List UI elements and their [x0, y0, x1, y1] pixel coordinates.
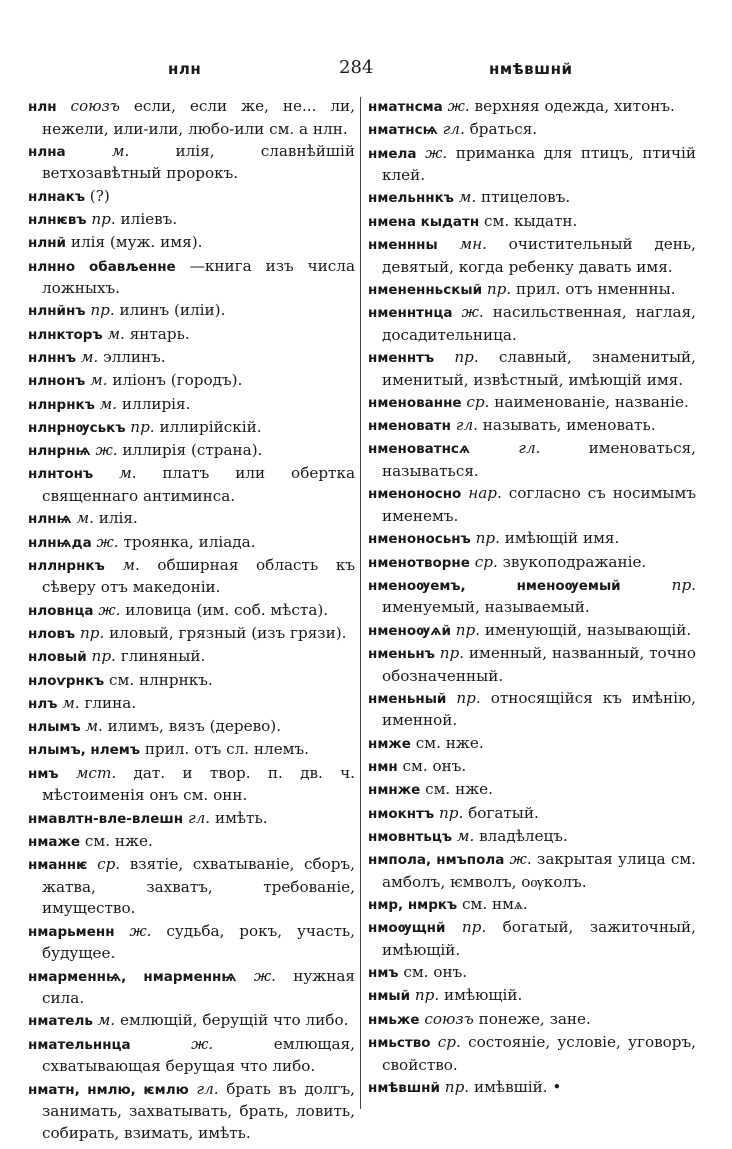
entry-headword: нмоѹщнй [368, 920, 446, 937]
dictionary-entry [368, 187, 696, 210]
entry-headword: нмарьменн [28, 923, 115, 940]
entry-headword: нлн [28, 99, 57, 115]
dictionary-entry [368, 620, 696, 643]
dictionary-entry [28, 232, 355, 255]
entry-headword: нлннъ [28, 350, 77, 367]
entry-grammar: гл. [518, 439, 541, 458]
entry-definition: если, если же, не... ли, нежели, или-или, любо-или см. а нлн. [42, 97, 355, 138]
entry-grammar: пр. [91, 210, 116, 229]
dictionary-entry [28, 394, 355, 417]
entry-definition: см. нмѧ. [462, 894, 528, 913]
dictionary-entry [28, 186, 355, 209]
dictionary-entry [368, 688, 696, 732]
page-header [0, 54, 732, 84]
entry-grammar: пр. [438, 803, 464, 822]
entry-headword: нлнйнъ [28, 303, 86, 320]
entry-grammar: гл. [442, 120, 465, 139]
entry-grammar: ж. [509, 850, 532, 869]
dictionary-entry [368, 575, 696, 619]
entry-headword: нматель [28, 1013, 93, 1030]
dictionary-entry [28, 347, 355, 370]
right-column [368, 96, 696, 1100]
entry-definition: см. кыдатн. [484, 211, 578, 230]
entry-headword: нлна [28, 143, 66, 160]
entry-definition: илія, славнѣйшій ветхозавѣтный пророкъ. [42, 141, 355, 183]
entry-definition: иллирія. [117, 394, 191, 413]
entry-definition: см. нлнрнкъ. [109, 670, 213, 689]
dictionary-entry [28, 921, 355, 965]
entry-definition: относящійся къ имѣнію, именной. [382, 688, 696, 730]
entry-headword: нмр, нмркъ [368, 896, 458, 913]
entry-grammar: мн. [459, 235, 487, 253]
entry-grammar: м. [80, 348, 99, 367]
entry-headword: нлъ [28, 695, 58, 712]
entry-headword: нмаже [28, 833, 81, 850]
dictionary-entry [28, 693, 355, 716]
entry-definition: браться. [464, 120, 538, 139]
entry-headword: нменованне [368, 394, 462, 411]
entry-headword: нлымъ [28, 719, 81, 736]
entry-grammar: пр. [444, 1077, 470, 1096]
entry-grammar: ж. [425, 143, 448, 162]
entry-definition: иллирійскій. [154, 417, 262, 436]
entry-definition: см. нже. [425, 780, 493, 799]
entry-definition: янтарь. [124, 324, 190, 343]
entry-headword: нмже [368, 735, 411, 752]
entry-definition: иліонъ (городъ). [107, 371, 243, 390]
entry-headword: нлнрнкъ [28, 396, 95, 413]
entry-definition: иліевъ. [115, 210, 178, 229]
entry-definition: илимъ, вязъ (дерево). [102, 717, 282, 736]
entry-headword: нлнй [28, 235, 67, 252]
entry-definition: см. онъ. [403, 963, 468, 982]
entry-headword: нлнно обављенне [28, 258, 176, 275]
entry-headword: нловнца [28, 602, 94, 619]
dictionary-entry [368, 302, 696, 346]
entry-grammar: нар. [468, 484, 502, 503]
entry-grammar: м. [97, 1011, 116, 1030]
entry-definition: закрытая улица см. амболъ, ѥмволъ, оѹколъ. [382, 850, 696, 891]
dictionary-entry [28, 463, 355, 507]
entry-headword: нмьже [368, 1011, 420, 1028]
entry-definition: илія. [93, 509, 138, 528]
entry-definition: имѣть. [210, 808, 268, 827]
dictionary-entry [368, 234, 696, 278]
entry-headword: нмательннца [28, 1036, 131, 1053]
dictionary-entry [28, 96, 355, 140]
entry-headword: нмнже [368, 782, 421, 799]
entry-definition: платъ или обертка священнаго антиминса. [42, 464, 356, 506]
entry-definition: дат. и твор. п. дв. ч. мѣстоименія онъ см. онн. [42, 763, 356, 805]
dictionary-entry [368, 528, 696, 551]
entry-definition: славный, знаменитый, именитый, извѣстный, имѣющій имя. [382, 348, 697, 389]
entry-definition: илія (муж. имя). [70, 233, 203, 252]
entry-definition: называть, именовать. [477, 416, 656, 435]
entry-grammar: пр. [439, 643, 465, 662]
entry-headword: нматнсѩ [368, 122, 438, 139]
entry-headword: нмененньскый [368, 281, 483, 298]
entry-definition: прил. отъ нменнны. [511, 279, 676, 298]
dictionary-entry [368, 392, 696, 415]
entry-grammar: пр. [671, 575, 697, 594]
dictionary-entry [368, 643, 696, 687]
entry-definition: именоваться, называться. [382, 439, 696, 481]
entry-grammar: пр. [414, 986, 440, 1005]
entry-headword: нмокнтъ [368, 805, 435, 822]
entry-headword: нменнтъ [368, 350, 435, 367]
entry-headword: нлнѩда [28, 534, 92, 551]
entry-definition: иллирія (страна). [117, 441, 263, 460]
dictionary-entry [368, 119, 696, 142]
entry-definition: наименованіе, названіе. [489, 392, 689, 411]
dictionary-entry [28, 854, 355, 920]
entry-grammar: пр. [455, 620, 481, 639]
dictionary-entry [28, 831, 355, 854]
entry-headword: нмѣвшнй [368, 1079, 440, 1096]
entry-headword: нмьство [368, 1034, 431, 1051]
entry-grammar: гл. [196, 1079, 219, 1098]
entry-grammar: союзъ [70, 97, 120, 115]
dictionary-entry [28, 808, 355, 831]
entry-definition: звукоподражаніе. [497, 552, 647, 571]
dictionary-entry [28, 763, 355, 807]
dictionary-entry [368, 552, 696, 575]
entry-definition: см. онъ. [402, 756, 467, 775]
entry-headword: нменнтнца [368, 305, 453, 322]
dictionary-entry [368, 483, 696, 527]
entry-definition: обширная область къ сѣверу отъ македоніи. [42, 555, 355, 597]
header-left-word: нлн [168, 60, 202, 78]
entry-headword: нмпола, нмъпола [368, 852, 505, 869]
entry-grammar: м. [62, 693, 80, 712]
entry-grammar: ж. [253, 966, 276, 985]
entry-definition: насильственная, наглая, досадительница. [382, 303, 696, 344]
entry-definition: имѣвшій. • [469, 1077, 562, 1096]
entry-grammar: ср. [97, 855, 121, 874]
dictionary-entry [28, 141, 355, 185]
dictionary-entry [368, 143, 696, 187]
entry-headword: нловъ [28, 626, 76, 643]
dictionary-entry [368, 1032, 696, 1076]
entry-grammar: м. [107, 324, 125, 343]
entry-definition: эллинъ. [98, 348, 166, 367]
entry-definition: именуемый, называемый. [382, 598, 590, 617]
entry-headword: нловый [28, 649, 87, 666]
entry-definition: понеже, зане. [473, 1009, 591, 1028]
entry-definition: иловый, грязный (изъ грязи). [104, 624, 347, 643]
entry-headword: нматнсма [368, 99, 443, 115]
entry-definition: прил. отъ сл. нлемъ. [144, 740, 309, 759]
entry-headword: нлнѥвъ [28, 212, 87, 229]
entry-headword: нллнрнкъ [28, 557, 105, 574]
dictionary-entry [28, 646, 355, 669]
entry-grammar: м. [456, 826, 475, 845]
entry-headword: нматн, нмлю, ѥмлю [28, 1081, 189, 1098]
entry-grammar: пр. [461, 918, 487, 937]
dictionary-entry [28, 966, 355, 1010]
entry-grammar: пр. [454, 348, 479, 367]
entry-headword: нлнтонъ [28, 466, 94, 483]
dictionary-entry [368, 985, 696, 1008]
dictionary-entry [368, 962, 696, 985]
entry-headword: нменнны [368, 237, 438, 253]
entry-definition: иловица (им. соб. мѣста). [120, 600, 329, 619]
entry-definition: брать въ долгъ, занимать, захватывать, брать, ловить, собирать, взимать, имѣть. [42, 1079, 355, 1142]
entry-grammar: гл. [187, 808, 211, 827]
entry-headword: нменоносно [368, 486, 462, 503]
entry-grammar: пр. [456, 688, 481, 707]
entry-definition: птицеловъ. [476, 188, 571, 207]
entry-headword: нлнѩ [28, 511, 72, 528]
dictionary-entry [28, 1079, 355, 1145]
entry-grammar: союзъ [424, 1009, 474, 1028]
entry-headword: нмн [368, 758, 398, 775]
dictionary-entry [368, 96, 696, 119]
dictionary-entry [368, 894, 696, 917]
entry-grammar: м. [99, 394, 118, 413]
entry-grammar: м. [76, 509, 94, 528]
dictionary-entry [28, 670, 355, 693]
entry-definition: очистительный день, девятый, когда ребенку давать имя. [382, 235, 696, 276]
dictionary-entry [368, 347, 696, 391]
entry-grammar: м. [458, 188, 477, 207]
entry-definition: именный, названный, точно обозначенный. [382, 643, 696, 685]
entry-grammar: пр. [130, 417, 155, 436]
dictionary-entry [28, 324, 355, 347]
entry-headword: нлнкторъ [28, 326, 103, 343]
entry-definition: владѣлецъ. [474, 826, 568, 845]
entry-grammar: ср. [437, 1032, 461, 1051]
entry-definition: судьба, рокъ, участь, будущее. [42, 921, 355, 963]
entry-definition: богатый. [463, 803, 539, 822]
entry-headword: нменоватн [368, 418, 451, 435]
entry-headword: нманнѥ [28, 857, 88, 874]
entry-definition: см. нже. [84, 831, 153, 850]
entry-definition: богатый, зажиточный, имѣющій. [382, 918, 697, 959]
entry-definition: емлющая, схватывающая берущая что либо. [42, 1034, 355, 1076]
entry-headword: нменотворне [368, 554, 470, 571]
entry-headword: нлоѵрнкъ [28, 672, 105, 689]
dictionary-entry [28, 417, 355, 440]
entry-grammar: ж. [129, 921, 152, 940]
dictionary-entry [28, 209, 355, 232]
entry-grammar: пр. [80, 624, 105, 643]
entry-grammar: пр. [475, 529, 500, 548]
entry-headword: нменоносьнъ [368, 531, 471, 548]
entry-definition: (?) [89, 186, 110, 205]
dictionary-entry [368, 1009, 696, 1032]
dictionary-entry [28, 555, 355, 599]
dictionary-entry [368, 733, 696, 756]
entry-headword: нменоѹѧй [368, 622, 451, 639]
entry-definition: нужная сила. [42, 966, 356, 1008]
entry-headword: нмельннкъ [368, 190, 454, 207]
header-right-word: нмѣвшнй [489, 60, 573, 78]
entry-headword: нлнакъ [28, 188, 85, 205]
dictionary-entry [28, 1010, 355, 1033]
page-number: 284 [339, 57, 374, 78]
entry-headword: нменьный [368, 690, 447, 707]
dictionary-entry [368, 803, 696, 826]
dictionary-entry [28, 508, 355, 531]
dictionary-entry [368, 849, 696, 893]
entry-grammar: м. [119, 464, 137, 483]
dictionary-entry [368, 1077, 696, 1100]
entry-grammar: ж. [96, 532, 119, 551]
entry-headword: нмела [368, 145, 417, 162]
entry-grammar: ж. [447, 97, 470, 115]
entry-headword: нмъ [28, 765, 59, 782]
entry-headword: нмарменнѩ, нмарменнѩ [28, 968, 237, 985]
entry-headword: нмъ [368, 965, 399, 982]
entry-definition: верхняя одежда, хитонъ. [469, 97, 675, 115]
dictionary-entry [28, 623, 355, 646]
entry-grammar: ср. [474, 552, 498, 571]
column-divider [360, 97, 361, 1109]
entry-definition: согласно съ носимымъ именемъ. [382, 484, 696, 525]
entry-definition: см. нже. [415, 733, 484, 752]
entry-grammar: пр. [90, 301, 115, 320]
left-column [28, 96, 355, 1145]
entry-definition: глиняный. [115, 647, 206, 666]
entry-headword: нмовнтьцъ [368, 828, 453, 845]
entry-headword: нлнонъ [28, 373, 86, 390]
entry-grammar: пр. [486, 279, 512, 298]
entry-grammar: м. [90, 371, 108, 390]
entry-definition: именующій, называющій. [480, 620, 692, 639]
entry-definition: —книга изъ числа ложныхъ. [42, 256, 356, 298]
entry-grammar: ж. [461, 303, 484, 322]
entry-headword: нмавлтн-вле-влешн [28, 810, 184, 827]
dictionary-entry [368, 779, 696, 802]
entry-headword: нменоѹемъ, нменоѹемый [368, 577, 621, 594]
dictionary-entry [28, 1034, 355, 1078]
entry-grammar: ж. [95, 441, 118, 460]
entry-definition: имѣющій имя. [499, 529, 620, 548]
entry-headword: нмый [368, 988, 411, 1005]
entry-headword: нлнрнѩ [28, 443, 91, 460]
dictionary-entry [28, 532, 355, 555]
entry-grammar: пр. [91, 647, 116, 666]
entry-grammar: м. [111, 141, 130, 160]
entry-definition: состояніе, условіе, уговоръ, свойство. [382, 1032, 696, 1074]
entry-grammar: м. [122, 555, 140, 574]
dictionary-entry [368, 211, 696, 234]
dictionary-entry [368, 756, 696, 779]
dictionary-entry [368, 279, 696, 302]
dictionary-entry [368, 415, 696, 438]
entry-definition: илинъ (иліи). [114, 301, 226, 320]
entry-grammar: ж. [98, 600, 121, 619]
dictionary-entry [28, 739, 355, 762]
entry-definition: приманка для птицъ, птичій клей. [382, 143, 696, 185]
entry-grammar: ж. [191, 1034, 214, 1053]
entry-headword: нмена кыдатн [368, 213, 480, 230]
entry-grammar: мст. [75, 763, 117, 782]
entry-grammar: м. [85, 717, 103, 736]
dictionary-entry [28, 370, 355, 393]
entry-grammar: гл. [455, 416, 478, 435]
entry-grammar: ср. [466, 392, 490, 411]
entry-definition: глина. [79, 693, 137, 712]
entry-headword: нлымъ, нлемъ [28, 742, 140, 759]
dictionary-entry [368, 438, 696, 482]
entry-definition: троянка, иліада. [118, 532, 256, 551]
dictionary-entry [28, 300, 355, 323]
dictionary-entry [368, 826, 696, 849]
entry-definition: имѣющій. [439, 986, 523, 1005]
dictionary-entry [28, 256, 355, 300]
entry-headword: нменоватнсѧ [368, 441, 471, 458]
entry-headword: нменьнъ [368, 645, 435, 662]
entry-definition: взятіе, схватываніе, сборъ, жатва, захватъ, требованіе, имущество. [42, 855, 356, 918]
entry-headword: нлнрнѹськъ [28, 419, 126, 436]
entry-definition: емлющій, берущій что либо. [115, 1011, 349, 1030]
dictionary-entry [28, 600, 355, 623]
dictionary-entry [28, 716, 355, 739]
dictionary-entry [28, 440, 355, 463]
dictionary-entry [368, 917, 696, 961]
